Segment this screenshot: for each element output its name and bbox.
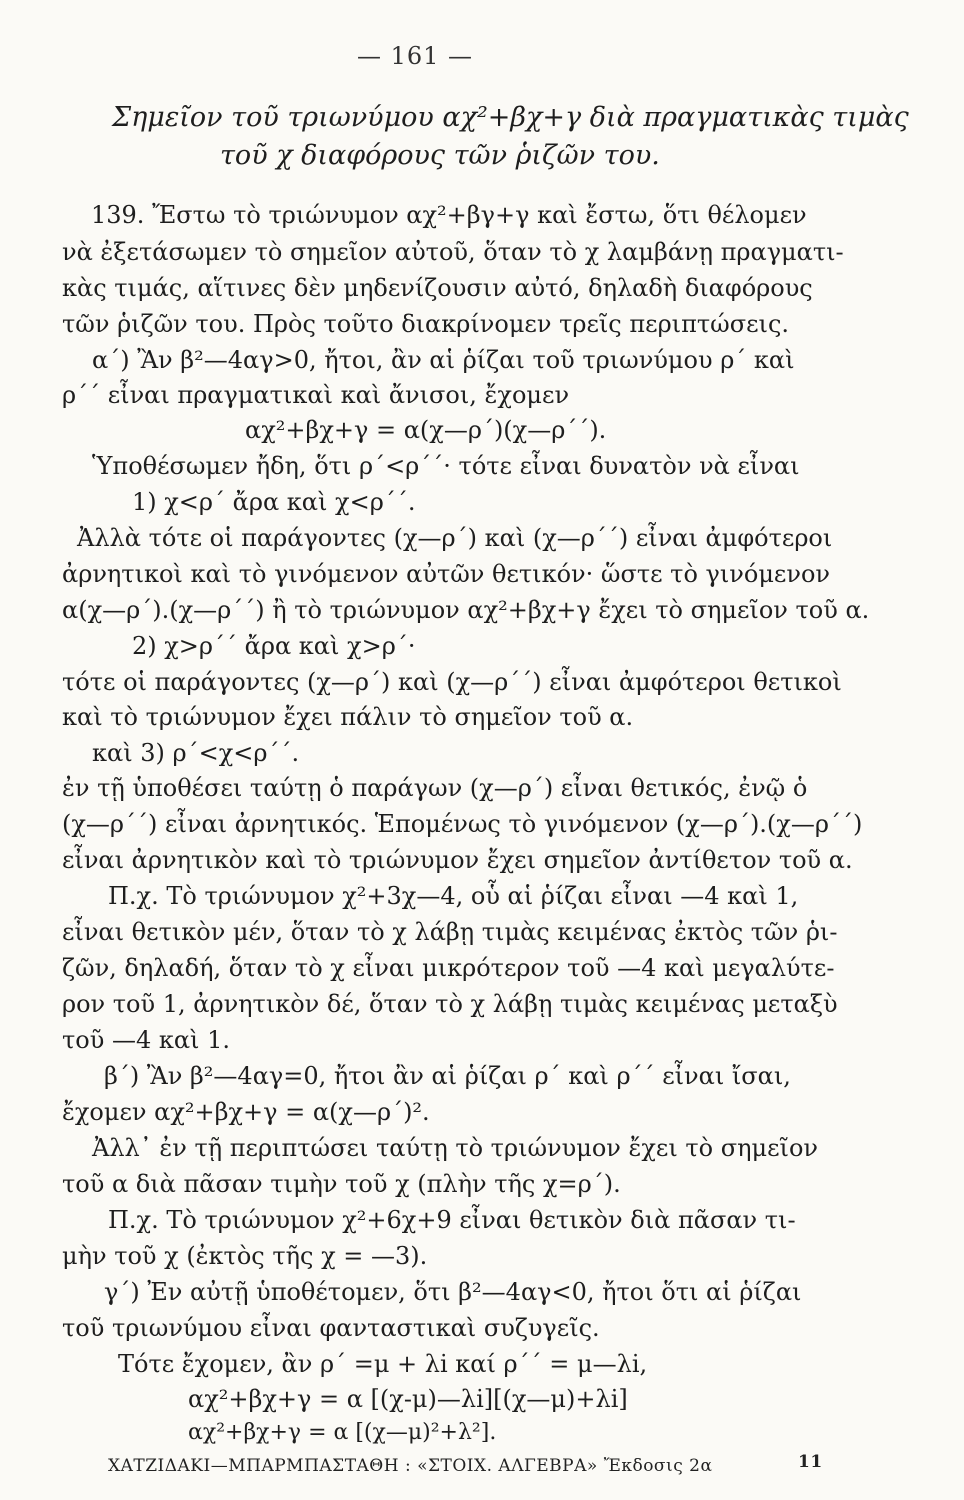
text-line: Ἀλλὰ τότε οἱ παράγοντες (χ—ρ΄) καὶ (χ—ρ΄΄) εἶναι ἀμφότεροι — [77, 524, 833, 552]
page-number: — 161 — — [356, 42, 474, 70]
equation-line: αχ²+βχ+γ = α(χ—ρ΄)(χ—ρ΄΄). — [245, 416, 607, 444]
text-line: Π.χ. Τὸ τριώνυμον χ²+6χ+9 εἶναι θετικὸν διὰ πᾶσαν τι- — [108, 1206, 796, 1234]
text-line: ἔχομεν αχ²+βχ+γ = α(χ—ρ΄)². — [62, 1098, 430, 1126]
equation-line: αχ²+βχ+γ = α [(χ-μ)—λi][(χ—μ)+λi] — [188, 1385, 628, 1413]
case-line: καὶ 3) ρ΄<χ<ρ΄΄. — [92, 739, 300, 767]
footer-text: ΧΑΤΖΙΔΑΚΙ—ΜΠΑΡΜΠΑΣΤΑΘΗ : «ΣΤΟΙΧ. ΑΛΓΕΒΡΑ» Ἔκδοσις 2α — [108, 1456, 713, 1476]
case-line: 2) χ>ρ΄΄ ἄρα καὶ χ>ρ΄· — [132, 632, 416, 660]
text-line: τοῦ τριωνύμου εἶναι φανταστικαὶ συζυγεῖς. — [62, 1314, 600, 1342]
text-line: ρ΄΄ εἶναι πραγματικαὶ καὶ ἄνισοι, ἔχομεν — [62, 381, 570, 409]
signature-mark: 11 — [798, 1452, 823, 1472]
text-line: (χ—ρ΄΄) εἶναι ἀρνητικός. Ἑπομένως τὸ γινόμενον (χ—ρ΄).(χ—ρ΄΄) — [62, 810, 863, 838]
text-line: τοῦ —4 καὶ 1. — [62, 1026, 230, 1054]
text-line: Ὑποθέσωμεν ἤδη, ὅτι ρ΄<ρ΄΄· τότε εἶναι δυνατὸν νὰ εἶναι — [92, 452, 800, 480]
text-line: 139. Ἔστω τὸ τριώνυμον αχ²+βγ+γ καὶ ἔστω, ὅτι θέλομεν — [91, 201, 807, 229]
text-line: εἶναι θετικὸν μέν, ὅταν τὸ χ λάβῃ τιμὰς κειμένας ἐκτὸς τῶν ῥι- — [62, 918, 838, 946]
section-title-line-2: τοῦ χ διαφόρους τῶν ῥιζῶν του. — [220, 140, 660, 171]
text-line: μὴν τοῦ χ (ἐκτὸς τῆς χ = —3). — [62, 1242, 428, 1270]
text-line: ρον τοῦ 1, ἀρνητικὸν δέ, ὅταν τὸ χ λάβῃ τιμὰς κειμένας μεταξὺ — [62, 990, 838, 1018]
text-line: κὰς τιμάς, αἵτινες δὲν μηδενίζουσιν αὐτό, δηλαδὴ διαφόρους — [62, 274, 813, 302]
text-line: ἐν τῇ ὑποθέσει ταύτῃ ὁ παράγων (χ—ρ΄) εἶναι θετικός, ἐνῷ ὁ — [62, 774, 808, 802]
text-line: νὰ ἐξετάσωμεν τὸ σημεῖον αὐτοῦ, ὅταν τὸ χ λαμβάνῃ πραγματι- — [62, 238, 844, 266]
text-line: τότε οἱ παράγοντες (χ—ρ΄) καὶ (χ—ρ΄΄) εἶναι ἀμφότεροι θετικοὶ — [62, 668, 842, 696]
text-line: τοῦ α διὰ πᾶσαν τιμὴν τοῦ χ (πλὴν τῆς χ=ρ΄). — [62, 1170, 621, 1198]
text-line: τῶν ῥιζῶν του. Πρὸς τοῦτο διακρίνομεν τρεῖς περιπτώσεις. — [62, 310, 790, 338]
footer-imprint — [108, 1452, 823, 1476]
text-line: ἀρνητικοὶ καὶ τὸ γινόμενον αὐτῶν θετικόν· ὥστε τὸ γινόμενον — [62, 560, 830, 588]
text-line: α΄) Ἂν β²—4αγ>0, ἤτοι, ἂν αἱ ῥίζαι τοῦ τριωνύμου ρ΄ καὶ — [92, 346, 795, 374]
text-line: ζῶν, δηλαδή, ὅταν τὸ χ εἶναι μικρότερον τοῦ —4 καὶ μεγαλύτε- — [62, 954, 835, 982]
text-line: εἶναι ἀρνητικὸν καὶ τὸ τριώνυμον ἔχει σημεῖον ἀντίθετον τοῦ α. — [62, 846, 853, 874]
text-line: Π.χ. Τὸ τριώνυμον χ²+3χ—4, οὗ αἱ ῥίζαι εἶναι —4 καὶ 1, — [108, 882, 799, 910]
case-line: 1) χ<ρ΄ ἄρα καὶ χ<ρ΄΄. — [132, 488, 416, 516]
text-line: α(χ—ρ΄).(χ—ρ΄΄) ἢ τὸ τριώνυμον αχ²+βχ+γ ἔχει τὸ σημεῖον τοῦ α. — [62, 596, 870, 624]
equation-line: αχ²+βχ+γ = α [(χ—μ)²+λ²]. — [188, 1420, 497, 1445]
text-line: καὶ τὸ τριώνυμον ἔχει πάλιν τὸ σημεῖον τοῦ α. — [62, 703, 634, 731]
text-line: Τότε ἔχομεν, ἂν ρ΄ =μ + λi καί ρ΄΄ = μ—λi, — [118, 1350, 648, 1378]
text-line: Ἀλλ᾽ ἐν τῇ περιπτώσει ταύτῃ τὸ τριώνυμον ἔχει τὸ σημεῖον — [92, 1134, 818, 1162]
section-title-line-1: Σημεῖον τοῦ τριωνύμου αχ²+βχ+γ διὰ πραγματικὰς τιμὰς — [112, 102, 909, 133]
text-line: β΄) Ἂν β²—4αγ=0, ἤτοι ἂν αἱ ῥίζαι ρ΄ καὶ ρ΄΄ εἶναι ἴσαι, — [104, 1062, 791, 1090]
text-line: γ΄) Ἐν αὐτῇ ὑποθέτομεν, ὅτι β²—4αγ<0, ἤτοι ὅτι αἱ ῥίζαι — [104, 1278, 802, 1306]
